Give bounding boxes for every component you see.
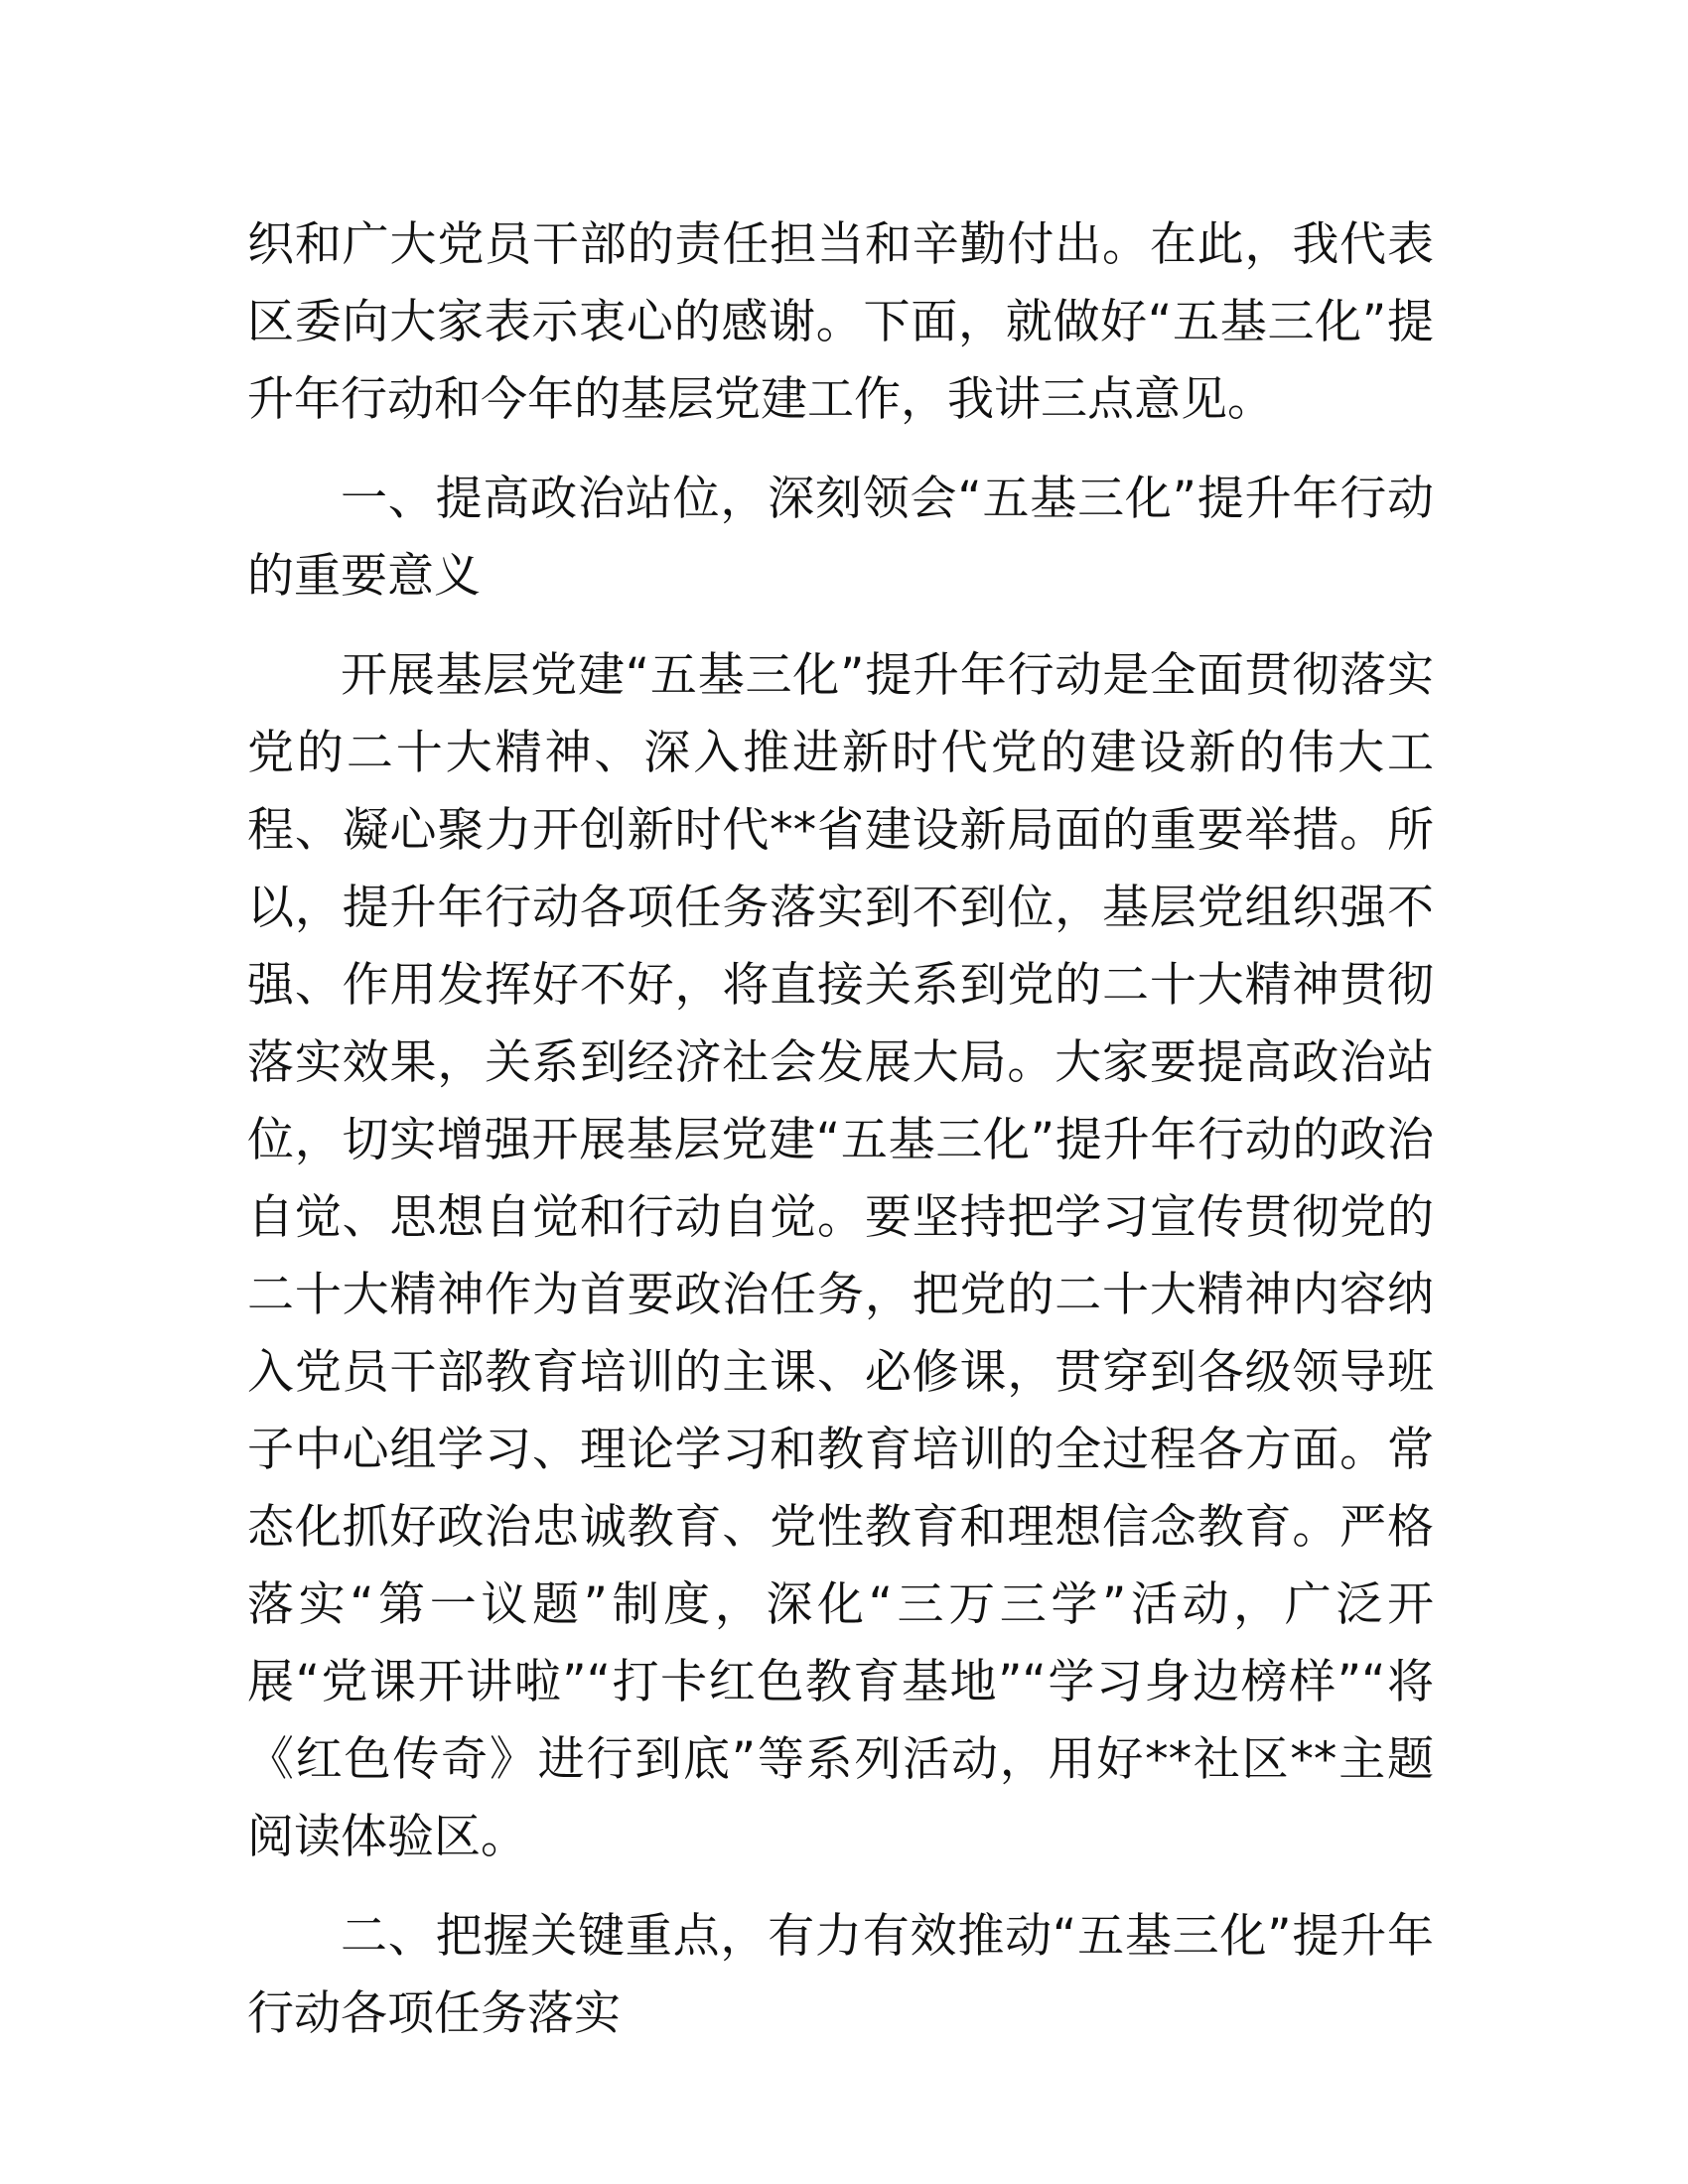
paragraph-continuation: 织和广大党员干部的责任担当和辛勤付出。在此，我代表区委向大家表示衷心的感谢。下面，就做好“五基三化”提升年行动和今年的基层党建工作，我讲三点意见。 xyxy=(247,217,1434,427)
paragraph-body: 开展基层党建“五基三化”提升年行动是全面贯彻落实党的二十大精神、深入推进新时代党的建设新的伟大工程、凝心聚力开创新时代**省建设新局面的重要举措。所以，提升年行动各项任务落实到不到位，基层党组织强不强、作用发挥好不好，将直接关系到党的二十大精神贯彻落实效果，关系到经济社会发展大局。大家要提高政治站位，切实增强开展基层党建“五基三化”提升年行动的政治自觉、思想自觉和行动自觉。要坚持把学习宣传贯彻党的二十大精神作为首要政治任务，把党的二十大精神内容纳入党员干部教育培训的主课、必修课，贯穿到各级领导班子中心组学习、理论学习和教育培训的全过程各方面。常态化抓好政治忠诚教育、党性教育和理想信念教育。严格落实“第一议题”制度，深化“三万三学”活动，广泛开展“党课开讲啦”“打卡红色教育基地”“学习身边榜样”“将《红色传奇》进行到底”等系列活动，用好**社区**主题阅读体验区。 xyxy=(247,648,1434,1864)
section-heading-1: 一、提高政治站位，深刻领会“五基三化”提升年行动的重要意义 xyxy=(247,472,1434,604)
section-heading-2: 二、把握关键重点，有力有效推动“五基三化”提升年行动各项任务落实 xyxy=(247,1909,1434,2041)
document-body xyxy=(247,206,1434,2075)
